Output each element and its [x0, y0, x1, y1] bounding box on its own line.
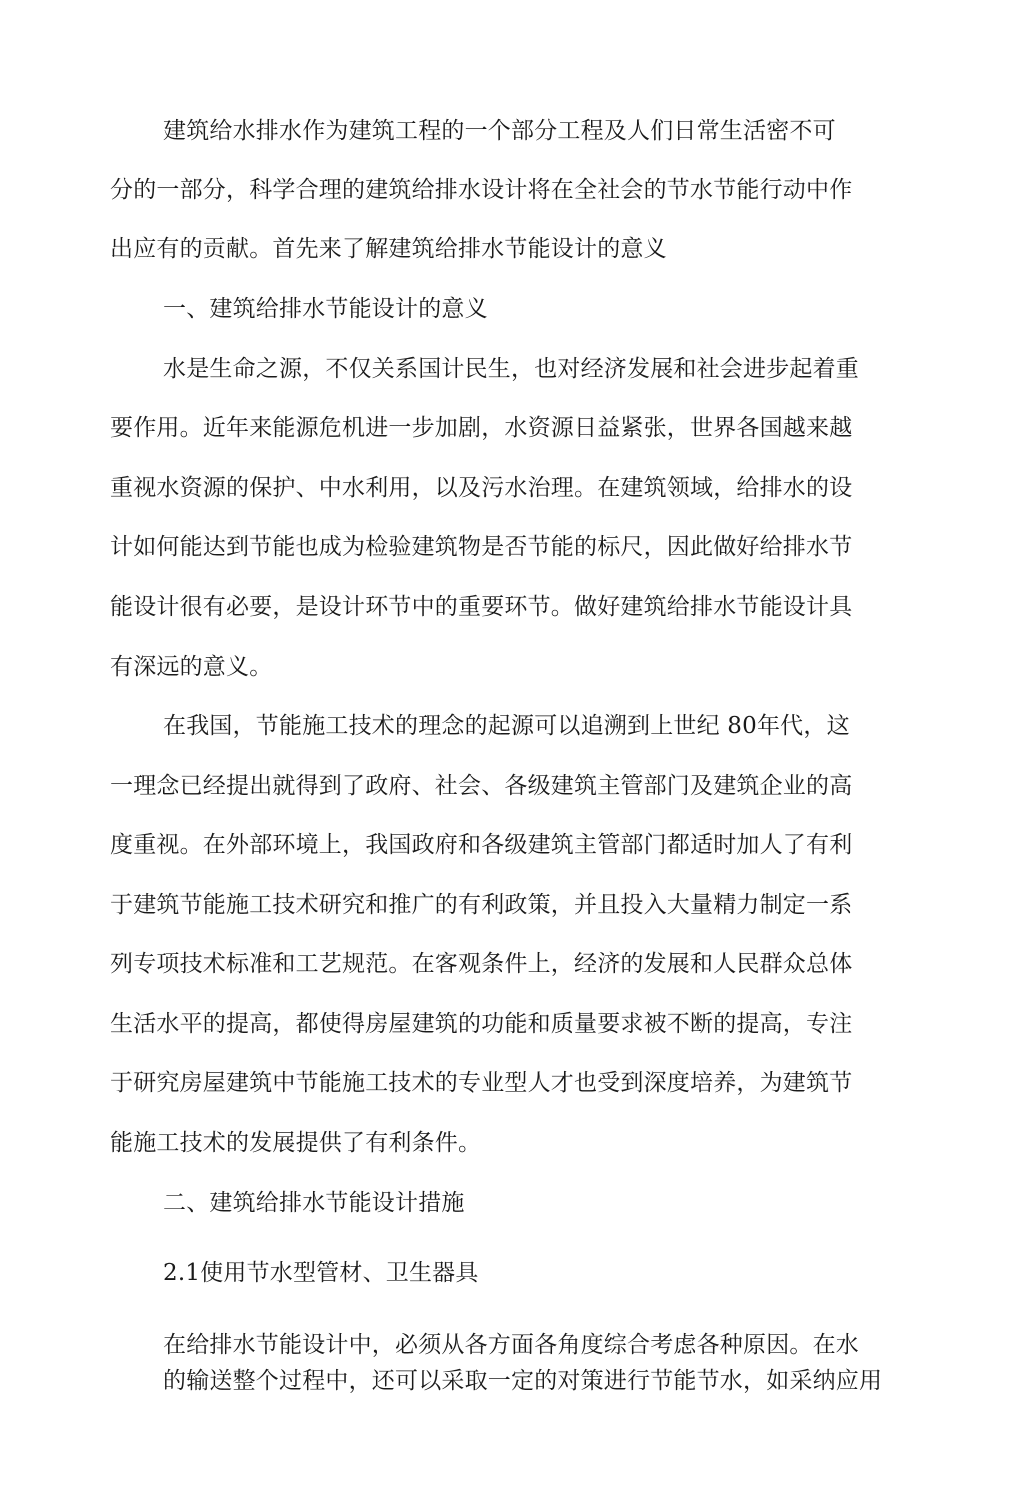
paragraph-4-line-2: 的输送整个过程中，还可以采取一定的对策进行节能节水，如采纳应用: [163, 1368, 883, 1394]
paragraph-3-line-8: 能施工技术的发展提供了有利条件。: [110, 1130, 482, 1156]
paragraph-1-line-3: 出应有的贡献。首先来了解建筑给排水节能设计的意义: [110, 236, 667, 262]
paragraph-3-line-4: 于建筑节能施工技术研究和推广的有利政策，并且投入大量精力制定一系: [110, 892, 853, 918]
paragraph-3-line-7: 于研究房屋建筑中节能施工技术的专业型人才也受到深度培养，为建筑节: [110, 1070, 853, 1096]
paragraph-2-line-1: 水是生命之源，不仅关系国计民生，也对经济发展和社会进步起着重: [163, 356, 859, 382]
paragraph-2-line-2: 要作用。近年来能源危机进一步加剧，水资源日益紧张，世界各国越来越: [110, 415, 853, 441]
paragraph-2-line-5: 能设计很有必要，是设计环节中的重要环节。做好建筑给排水节能设计具: [110, 594, 853, 620]
paragraph-3-line-2: 一理念已经提出就得到了政府、社会、各级建筑主管部门及建筑企业的高: [110, 773, 853, 799]
paragraph-1-line-2: 分的一部分，科学合理的建筑给排水设计将在全社会的节水节能行动中作: [110, 177, 853, 203]
paragraph-3-line-5: 列专项技术标准和工艺规范。在客观条件上，经济的发展和人民群众总体: [110, 951, 853, 977]
paragraph-3-line-1: 在我国，节能施工技术的理念的起源可以追溯到上世纪 80年代，这: [163, 713, 850, 739]
paragraph-3-line-6: 生活水平的提高，都使得房屋建筑的功能和质量要求被不断的提高，专注: [110, 1011, 853, 1037]
section-heading-2: 二、建筑给排水节能设计措施: [163, 1190, 465, 1216]
paragraph-3-line-3: 度重视。在外部环境上，我国政府和各级建筑主管部门都适时加人了有利: [110, 832, 853, 858]
paragraph-2-line-4: 计如何能达到节能也成为检验建筑物是否节能的标尺，因此做好给排水节: [110, 534, 853, 560]
paragraph-2-line-3: 重视水资源的保护、中水利用，以及污水治理。在建筑领域，给排水的设: [110, 475, 853, 501]
paragraph-1-line-1: 建筑给水排水作为建筑工程的一个部分工程及人们日常生活密不可: [163, 118, 836, 144]
paragraph-4-line-1: 在给排水节能设计中，必须从各方面各角度综合考虑各种原因。在水: [163, 1332, 859, 1358]
subsection-heading-2-1: 2.1使用节水型管材、卫生器具: [163, 1260, 479, 1286]
section-heading-1: 一、建筑给排水节能设计的意义: [163, 296, 488, 322]
paragraph-2-line-6: 有深远的意义。: [110, 654, 273, 680]
